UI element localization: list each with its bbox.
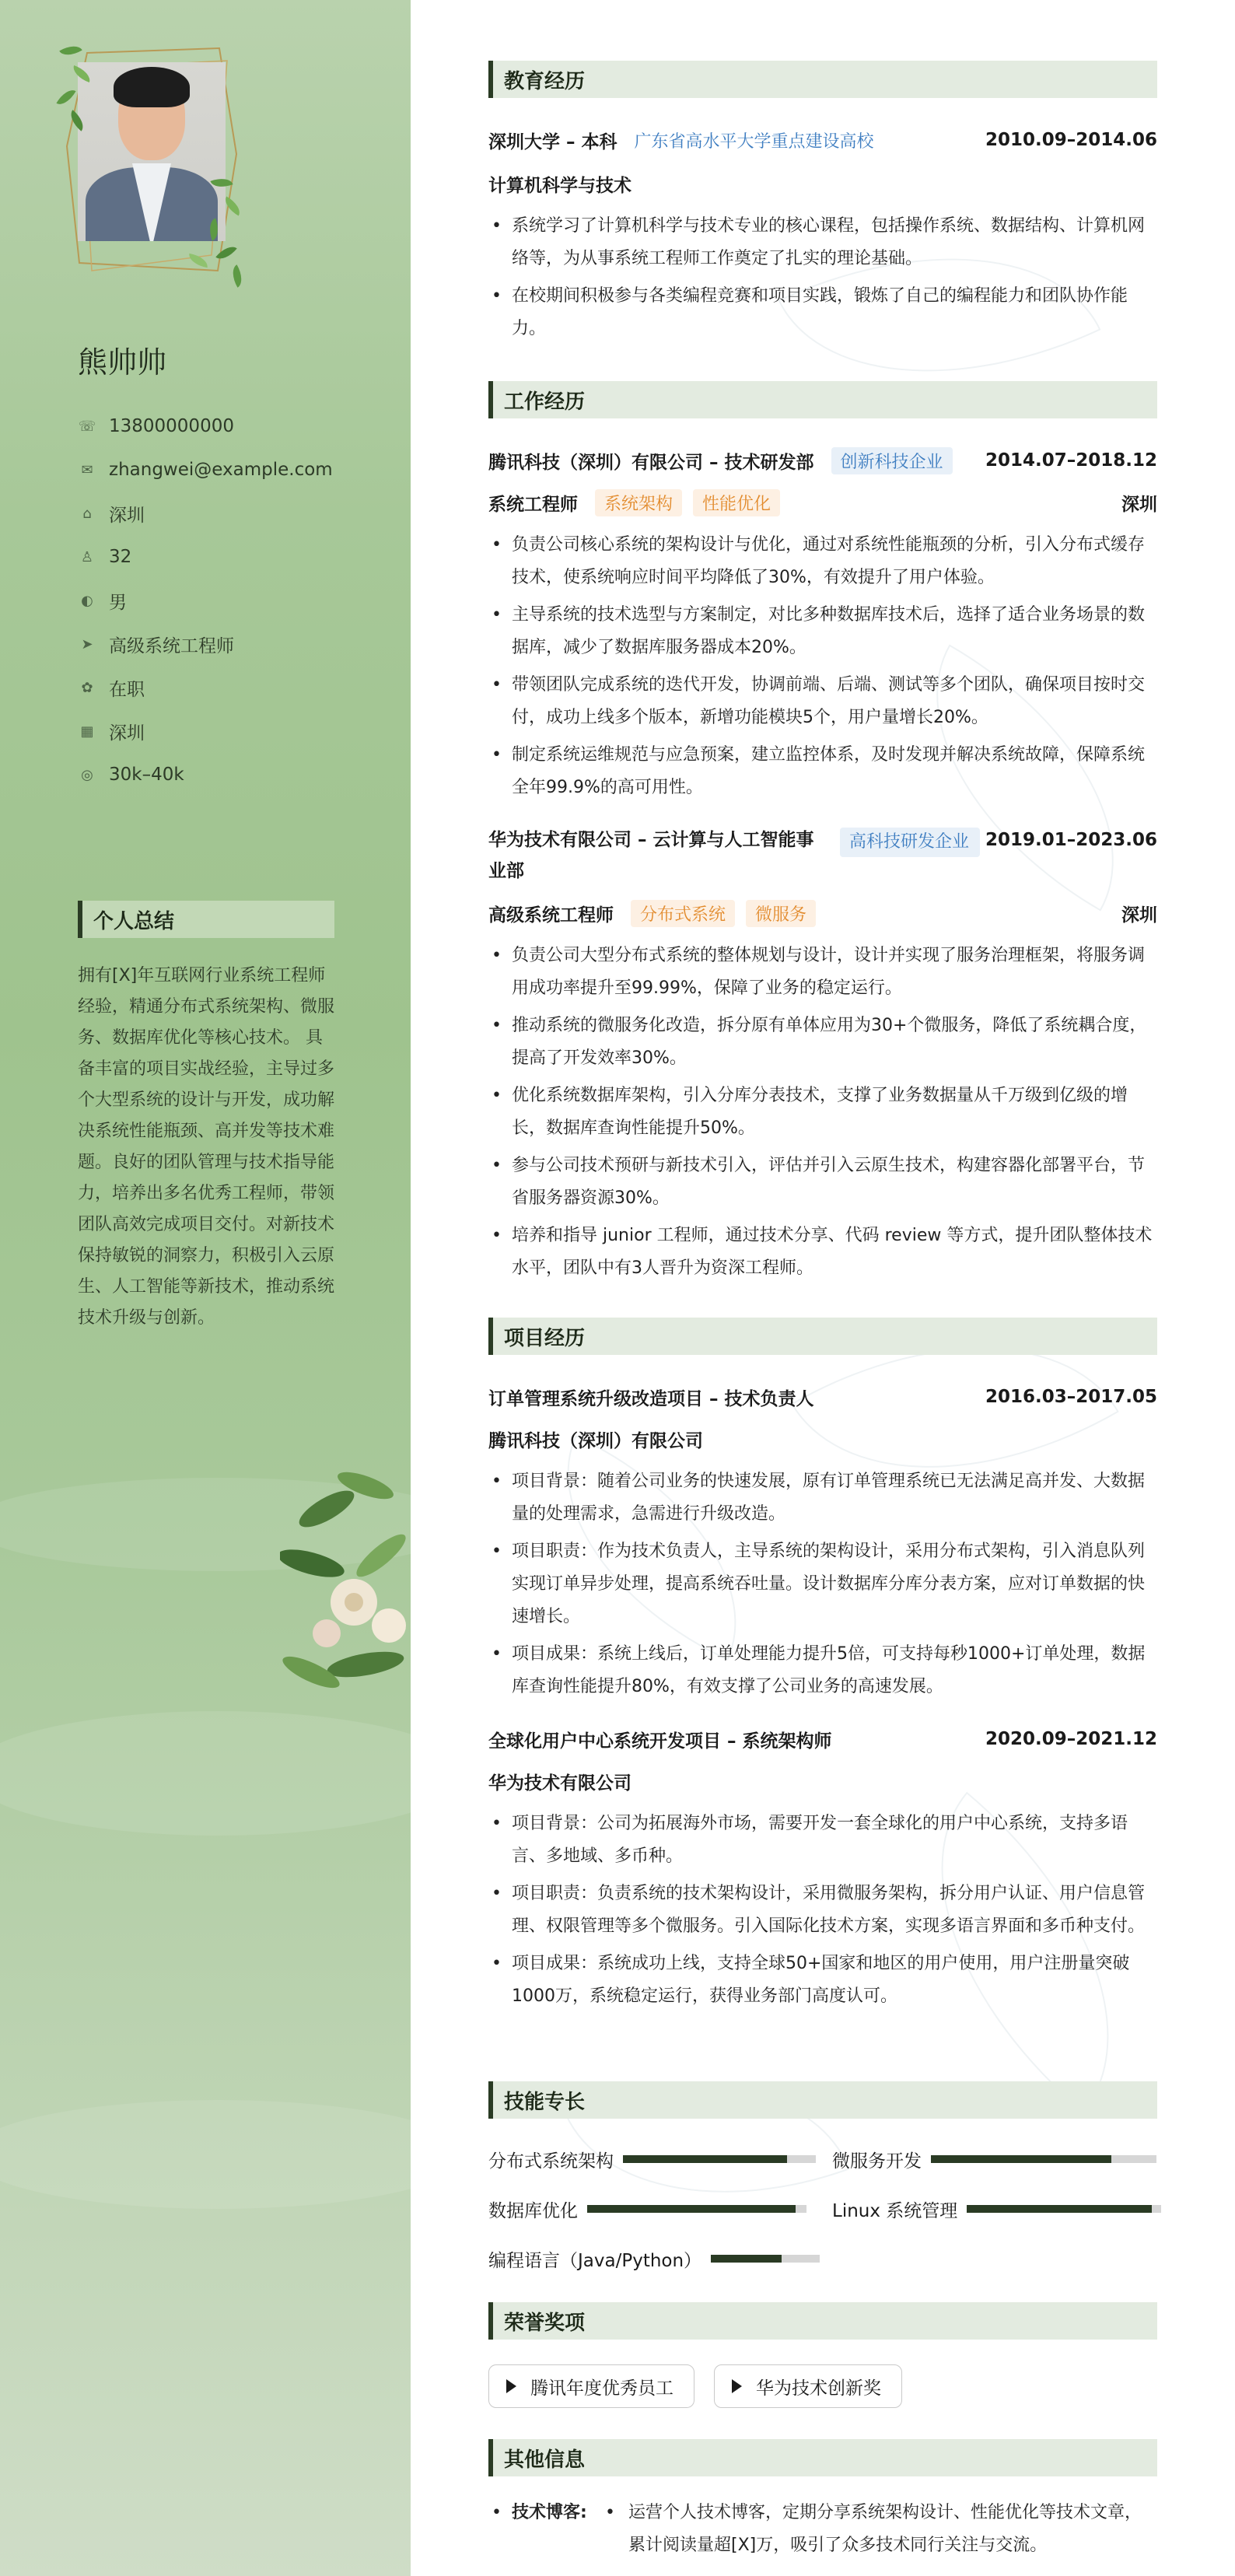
contact-value: 深圳 bbox=[109, 505, 145, 526]
list-item: • 主导系统的技术选型与方案制定，对比多种数据库技术后，选择了适合业务场景的数据库，减少了数据库服务器成本20%。 bbox=[488, 599, 1157, 664]
award-name: 腾讯年度优秀员工 bbox=[530, 2378, 673, 2399]
skill-level-bar bbox=[623, 2155, 816, 2163]
project-name: 全球化用户中心系统开发项目 – 系统架构师 bbox=[488, 1731, 832, 1752]
age-icon: ♙ bbox=[80, 548, 94, 565]
salary-icon: ◎ bbox=[81, 766, 93, 783]
list-item: • 负责公司大型分布式系统的整体规划与设计，设计并实现了服务治理框架，将服务调用成功率提升至99.99%，保障了业务的稳定运行。 bbox=[488, 940, 1157, 1005]
sidebar-texture bbox=[0, 1711, 411, 1836]
status-icon: ✿ bbox=[81, 679, 93, 696]
list-item: • 优化系统数据库架构，引入分库分表技术，支撑了业务数据量从千万级到亿级的增长，数据库查询性能提升50%。 bbox=[488, 1080, 1157, 1145]
project-org-row bbox=[488, 1766, 1157, 1797]
education-school: 深圳大学 – 本科 bbox=[488, 131, 618, 152]
education-period: 2010.09–2014.06 bbox=[985, 130, 1157, 150]
job-role-row bbox=[488, 898, 1157, 929]
other-info-row bbox=[488, 2497, 1157, 2562]
skills-heading: 技能专长 bbox=[488, 2081, 1157, 2119]
list-item: • 带领团队完成系统的迭代开发，协调前端、后端、测试等多个团队，确保项目按时交付，成功上线多个版本，新增功能模块5个，用户量增长20%。 bbox=[488, 669, 1157, 734]
education-tag: 广东省高水平大学重点建设高校 bbox=[634, 131, 874, 152]
award-item bbox=[714, 2364, 902, 2408]
job-bullets bbox=[488, 529, 1157, 809]
gender-icon: ◐ bbox=[81, 592, 93, 609]
contact-status bbox=[78, 666, 333, 709]
sidebar bbox=[0, 0, 411, 2576]
skill-level-bar bbox=[711, 2255, 820, 2263]
project-bullets bbox=[488, 1808, 1157, 2018]
job-city: 深圳 bbox=[1121, 494, 1157, 515]
profile-name: 熊帅帅 bbox=[78, 345, 167, 380]
contact-salary bbox=[78, 753, 333, 796]
avatar bbox=[78, 62, 226, 241]
skill-item bbox=[488, 2144, 816, 2175]
bullet: • bbox=[492, 2503, 502, 2522]
skill-name: 微服务开发 bbox=[832, 2151, 922, 2172]
list-item: • 项目背景：随着公司业务的快速发展，原有订单管理系统已无法满足高并发、大数据量的处理需求，急需进行升级改造。 bbox=[488, 1465, 1157, 1531]
list-item: • 系统学习了计算机科学与技术专业的核心课程，包括操作系统、数据结构、计算机网络等，为从事系统工程师工作奠定了扎实的理论基础。 bbox=[488, 210, 1157, 275]
list-item: • 参与公司技术预研与新技术引入，评估并引入云原生技术，构建容器化部署平台，节省服务器资源30%。 bbox=[488, 1150, 1157, 1215]
list-item: • 项目背景：公司为拓展海外市场，需要开发一套全球化的用户中心系统，支持多语言、多地域、多币种。 bbox=[488, 1808, 1157, 1873]
phone-icon: ☏ bbox=[78, 418, 96, 435]
skill-level-fill bbox=[931, 2155, 1111, 2163]
skill-tag: 分布式系统 bbox=[631, 900, 735, 927]
project-org-row bbox=[488, 1423, 1157, 1454]
sidebar-texture bbox=[0, 2100, 411, 2209]
job-city: 深圳 bbox=[1121, 905, 1157, 926]
contact-gender bbox=[78, 579, 333, 622]
skill-item bbox=[832, 2144, 1156, 2175]
list-item: • 培养和指导 junior 工程师，通过技术分享、代码 review 等方式，提升团队整体技术水平，团队中有3人晋升为资深工程师。 bbox=[488, 1220, 1157, 1285]
contact-value: zhangwei@example.com bbox=[109, 460, 333, 480]
education-major-row bbox=[488, 168, 1157, 199]
contact-email bbox=[78, 448, 333, 492]
list-item: • 负责公司核心系统的架构设计与优化，通过对系统性能瓶颈的分析，引入分布式缓存技术，使系统响应时间平均降低了30%，有效提升了用户体验。 bbox=[488, 529, 1157, 594]
list-item: • 推动系统的微服务化改造，拆分原有单体应用为30+个微服务，降低了系统耦合度，提高了开发效率30%。 bbox=[488, 1010, 1157, 1075]
triangle-bullet-icon bbox=[732, 2379, 742, 2393]
project-org: 腾讯科技（深圳）有限公司 bbox=[488, 1430, 703, 1451]
contact-value: 13800000000 bbox=[109, 416, 234, 436]
skill-name: 分布式系统架构 bbox=[488, 2151, 614, 2172]
skill-level-bar bbox=[931, 2155, 1156, 2163]
flower-bouquet-icon bbox=[280, 1439, 411, 1696]
skill-level-fill bbox=[623, 2155, 787, 2163]
award-item bbox=[488, 2364, 694, 2408]
job-period: 2019.01–2023.06 bbox=[985, 830, 1157, 850]
skill-level-fill bbox=[967, 2205, 1152, 2213]
contact-value: 在职 bbox=[109, 679, 145, 700]
summary-text: 拥有[X]年互联网行业系统工程师经验，精通分布式系统架构、微服务、数据库优化等核心技术。 具备丰富的项目实战经验，主导过多个大型系统的设计与开发，成功解决系统性能瓶颈、高并发等技术难题。良好的团队管理与技术指导能力，培养出多名优秀工程师，带领团队高效完成项目交付。对新技术保持敏锐的洞察力，积极引入云原生、人工智能等新技术，推动系统技术升级与创新。 bbox=[78, 966, 335, 1328]
contact-phone bbox=[78, 404, 333, 448]
contact-value: 30k–40k bbox=[109, 765, 184, 785]
project-org: 华为技术有限公司 bbox=[488, 1773, 631, 1794]
job-tag: 高科技研发企业 bbox=[840, 828, 980, 857]
skill-item bbox=[832, 2193, 1161, 2224]
skill-level-fill bbox=[587, 2205, 796, 2213]
home-icon: ⌂ bbox=[82, 505, 92, 522]
contact-list bbox=[78, 404, 333, 796]
contact-value: 高级系统工程师 bbox=[109, 635, 234, 656]
list-item: • 制定系统运维规范与应急预案，建立监控体系，及时发现并解决系统故障，保障系统全年99.9%的高可用性。 bbox=[488, 739, 1157, 804]
contact-position bbox=[78, 622, 333, 666]
job-bullets bbox=[488, 940, 1157, 1290]
contact-location bbox=[78, 492, 333, 535]
other-text: 运营个人技术博客，定期分享系统架构设计、性能优化等技术文章，累计阅读量超[X]万，吸引了众多技术同行关注与交流。 bbox=[628, 2503, 1142, 2555]
project-period: 2016.03–2017.05 bbox=[985, 1387, 1157, 1407]
job-company: 腾讯科技（深圳）有限公司 – 技术研发部 bbox=[488, 452, 814, 473]
education-header-row bbox=[488, 124, 1157, 156]
project-bullets bbox=[488, 1465, 1157, 1708]
skill-name: 编程语言（Java/Python） bbox=[488, 2250, 702, 2271]
contact-value: 男 bbox=[109, 592, 127, 613]
projects-heading: 项目经历 bbox=[488, 1318, 1157, 1355]
profile-photo-frame bbox=[56, 37, 250, 294]
skill-tag: 性能优化 bbox=[693, 489, 780, 516]
job-role-row bbox=[488, 487, 1157, 518]
triangle-bullet-icon bbox=[506, 2379, 516, 2393]
project-header-row bbox=[488, 1724, 1157, 1755]
awards-heading: 荣誉奖项 bbox=[488, 2302, 1157, 2340]
list-item: • 在校期间积极参与各类编程竞赛和项目实践，锻炼了自己的编程能力和团队协作能力。 bbox=[488, 280, 1157, 345]
list-item: • 项目成果：系统成功上线，支持全球50+国家和地区的用户使用，用户注册量突破1000万，系统稳定运行，获得业务部门高度认可。 bbox=[488, 1948, 1157, 2013]
job-role: 系统工程师 bbox=[488, 494, 578, 515]
city-icon: ▦ bbox=[80, 723, 94, 740]
project-name: 订单管理系统升级改造项目 – 技术负责人 bbox=[488, 1388, 814, 1409]
work-heading: 工作经历 bbox=[488, 381, 1157, 418]
project-period: 2020.09–2021.12 bbox=[985, 1729, 1157, 1749]
skill-tag: 微服务 bbox=[746, 900, 816, 927]
education-major: 计算机科学与技术 bbox=[488, 175, 631, 196]
skill-name: Linux 系统管理 bbox=[832, 2200, 958, 2221]
other-label: 技术博客: bbox=[512, 2503, 587, 2522]
job-header-row bbox=[488, 445, 1157, 476]
skill-level-bar bbox=[967, 2205, 1161, 2213]
skill-name: 数据库优化 bbox=[488, 2200, 578, 2221]
education-bullets bbox=[488, 210, 1157, 350]
education-heading: 教育经历 bbox=[488, 61, 1157, 98]
job-company: 华为技术有限公司 – 云计算与人工智能事业部 bbox=[488, 830, 814, 881]
job-header-row bbox=[488, 824, 1157, 887]
skill-level-bar bbox=[587, 2205, 806, 2213]
contact-value: 深圳 bbox=[109, 723, 145, 744]
list-item: • 项目职责：负责系统的技术架构设计，采用微服务架构，拆分用户认证、用户信息管理、权限管理等多个微服务。引入国际化技术方案，实现多语言界面和多币种支付。 bbox=[488, 1878, 1157, 1943]
award-name: 华为技术创新奖 bbox=[756, 2378, 881, 2399]
bullet: • bbox=[605, 2503, 615, 2522]
list-item: • 项目成果：系统上线后，订单处理能力提升5倍，可支持每秒1000+订单处理，数据库查询性能提升80%，有效支撑了公司业务的高速发展。 bbox=[488, 1638, 1157, 1703]
contact-age bbox=[78, 535, 333, 579]
main-content bbox=[411, 0, 1235, 2576]
skill-item bbox=[488, 2193, 806, 2224]
other-heading: 其他信息 bbox=[488, 2439, 1157, 2476]
summary-heading: 个人总结 bbox=[78, 901, 334, 938]
job-role: 高级系统工程师 bbox=[488, 905, 614, 926]
skill-tag: 系统架构 bbox=[595, 489, 682, 516]
job-tag: 创新科技企业 bbox=[831, 447, 953, 474]
list-item: • 项目职责：作为技术负责人，主导系统的架构设计，采用分布式架构，引入消息队列实现订单异步处理，提高系统吞吐量。设计数据库分库分表方案，应对订单数据的快速增长。 bbox=[488, 1535, 1157, 1633]
skill-level-fill bbox=[711, 2255, 782, 2263]
contact-city bbox=[78, 709, 333, 753]
job-period: 2014.07–2018.12 bbox=[985, 450, 1157, 471]
skill-item bbox=[488, 2243, 820, 2274]
email-icon: ✉ bbox=[81, 461, 93, 478]
project-header-row bbox=[488, 1381, 1157, 1412]
contact-value: 32 bbox=[109, 547, 132, 567]
position-icon: ➤ bbox=[81, 635, 93, 653]
